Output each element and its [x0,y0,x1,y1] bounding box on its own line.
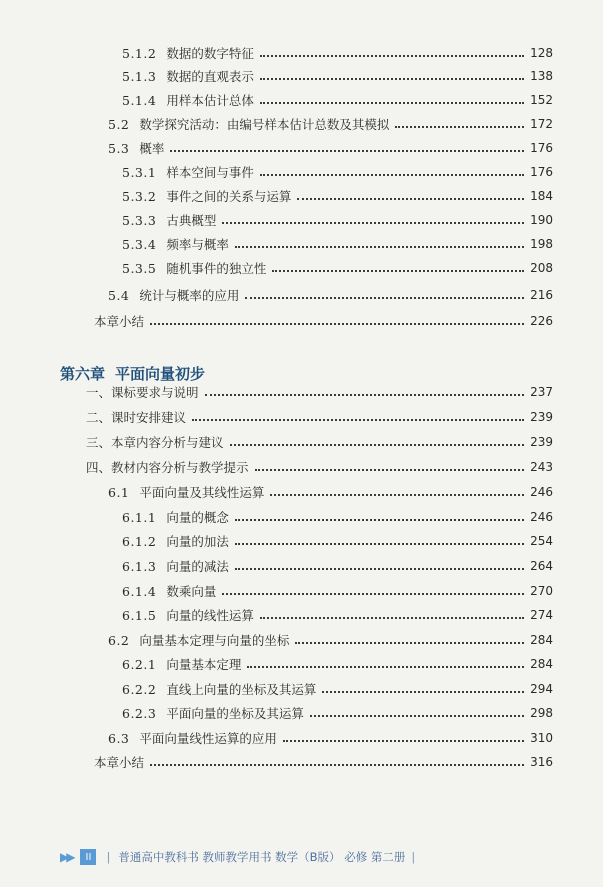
entry-title: 一、课标要求与说明 [86,385,199,400]
footer-separator: | [411,850,416,864]
entry-page: 128 [530,46,553,60]
toc-entry[interactable] [122,65,553,87]
entry-title: 样本空间与事件 [166,165,254,180]
dot-leader [247,665,524,668]
dot-leader [235,518,524,521]
toc-entry[interactable] [122,702,553,724]
entry-page: 176 [530,165,553,179]
entry-number: 6.1.4 [122,583,157,599]
double-arrow-icon: ▶▶ [60,850,73,864]
dot-leader [235,245,524,248]
entry-title: 平面向量及其线性运算 [139,485,265,500]
entry-page: 198 [530,237,553,251]
dot-leader [283,739,524,742]
dot-leader [222,592,524,595]
entry-title: 向量的减法 [166,559,229,574]
dot-leader [150,322,524,325]
entry-page: 316 [530,755,553,769]
entry-page: 284 [530,657,553,671]
dot-leader [245,296,524,299]
dot-leader [260,101,524,104]
dot-leader [272,269,524,272]
toc-entry[interactable] [122,530,553,552]
dot-leader [222,221,524,224]
entry-page: 270 [530,584,553,598]
entry-page: 264 [530,559,553,573]
toc-entry[interactable] [108,137,553,159]
entry-page: 243 [530,460,553,474]
entry-number: 6.2.3 [122,705,157,721]
entry-page: 208 [530,261,553,275]
toc-entry[interactable] [122,161,553,183]
entry-page: 216 [530,288,553,302]
entry-page: 176 [530,141,553,155]
entry-number: 5.3.3 [122,212,157,228]
toc-entry[interactable] [122,506,553,528]
toc-entry[interactable] [122,604,553,626]
entry-page: 274 [530,608,553,622]
dot-leader [192,418,524,421]
toc-entry[interactable] [122,42,553,64]
entry-title: 统计与概率的应用 [139,288,240,303]
entry-title: 平面向量的坐标及其运算 [166,706,304,721]
dot-leader [322,690,524,693]
entry-page: 310 [530,731,553,745]
dot-leader [310,714,524,717]
dot-leader [255,468,525,471]
dot-leader [150,763,524,766]
entry-title: 向量的加法 [166,534,229,549]
toc-entry[interactable] [122,185,553,207]
entry-number: 6.2 [108,632,130,648]
dot-leader [230,443,525,446]
entry-title: 随机事件的独立性 [166,261,267,276]
dot-leader [205,393,525,396]
chapter-number: 第六章 [60,364,106,383]
dot-leader [297,197,524,200]
dot-leader [395,125,524,128]
entry-title: 二、课时安排建议 [86,410,187,425]
toc-entry[interactable] [122,233,553,255]
entry-number: 6.1.5 [122,607,157,623]
entry-number: 5.1.4 [122,92,157,108]
entry-title: 数学探究活动：由编号样本估计总数及其模拟 [139,117,390,132]
entry-title: 向量的概念 [166,510,229,525]
entry-page: 284 [530,633,553,647]
dot-leader [170,149,524,152]
entry-title: 向量基本定理 [166,657,242,672]
entry-title: 本章小结 [94,314,145,329]
toc-entry[interactable] [122,555,553,577]
entry-page: 294 [530,682,553,696]
entry-title: 频率与概率 [166,237,229,252]
entry-number: 6.1.1 [122,509,157,525]
entry-title: 数据的直观表示 [166,69,254,84]
entry-title: 四、教材内容分析与教学提示 [86,460,249,475]
entry-title: 直线上向量的坐标及其运算 [166,682,317,697]
entry-page: 172 [530,117,553,131]
toc-entry[interactable] [122,89,553,111]
page-footer [0,846,603,868]
entry-number: 5.3.2 [122,188,157,204]
footer-book-title: 普通高中教科书 教师教学用书 数学（B版） 必修 第二册 [118,850,406,864]
toc-entry[interactable] [108,629,553,651]
toc-entry[interactable] [86,406,553,428]
entry-number: 5.1.2 [122,45,157,61]
dot-leader [260,616,524,619]
entry-title: 古典概型 [166,213,217,228]
entry-title: 概率 [139,141,165,156]
entry-page: 152 [530,93,553,107]
entry-page: 226 [530,314,553,328]
toc-entry[interactable] [86,456,553,478]
entry-title: 用样本估计总体 [166,93,254,108]
page-number-badge: II [80,849,96,865]
entry-page: 184 [530,189,553,203]
toc-entry[interactable] [122,257,553,279]
toc-entry[interactable] [122,209,553,231]
entry-number: 6.3 [108,730,130,746]
footer-separator: | [106,850,111,864]
entry-title: 事件之间的关系与运算 [166,189,292,204]
entry-page: 254 [530,534,553,548]
entry-title: 本章小结 [94,755,145,770]
entry-title: 平面向量线性运算的应用 [139,731,277,746]
toc-entry[interactable] [122,653,553,675]
entry-page: 138 [530,69,553,83]
entry-number: 6.2.1 [122,656,157,672]
toc-entry[interactable] [108,727,553,749]
dot-leader [295,641,524,644]
entry-title: 数乘向量 [166,584,217,599]
toc-entry[interactable] [108,113,553,135]
entry-number: 5.4 [108,287,130,303]
entry-number: 6.2.2 [122,681,157,697]
entry-page: 237 [530,385,553,399]
entry-page: 239 [530,435,553,449]
toc-entry[interactable] [108,284,553,306]
dot-leader [235,542,524,545]
entry-page: 190 [530,213,553,227]
dot-leader [235,567,524,570]
toc-entry[interactable] [94,751,553,773]
entry-number: 6.1.3 [122,558,157,574]
entry-number: 5.1.3 [122,68,157,84]
entry-title: 向量的线性运算 [166,608,254,623]
toc-entry[interactable] [86,431,553,453]
entry-number: 5.3 [108,140,130,156]
entry-number: 6.1.2 [122,533,157,549]
entry-page: 246 [530,510,553,524]
entry-number: 5.3.1 [122,164,157,180]
entry-title: 数据的数字特征 [166,46,254,61]
entry-page: 239 [530,410,553,424]
toc-entry[interactable] [86,381,553,403]
dot-leader [260,173,524,176]
entry-title: 向量基本定理与向量的坐标 [139,633,290,648]
dot-leader [260,54,524,57]
dot-leader [270,493,524,496]
dot-leader [260,77,524,80]
entry-number: 5.3.4 [122,236,157,252]
entry-title: 三、本章内容分析与建议 [86,435,224,450]
toc-entry[interactable] [94,310,553,332]
entry-page: 246 [530,485,553,499]
toc-entry[interactable] [122,678,553,700]
entry-page: 298 [530,706,553,720]
entry-number: 5.2 [108,116,130,132]
toc-entry[interactable] [108,481,553,503]
entry-number: 6.1 [108,484,130,500]
chapter-title: 平面向量初步 [115,364,206,383]
toc-entry[interactable] [122,580,553,602]
entry-number: 5.3.5 [122,260,157,276]
